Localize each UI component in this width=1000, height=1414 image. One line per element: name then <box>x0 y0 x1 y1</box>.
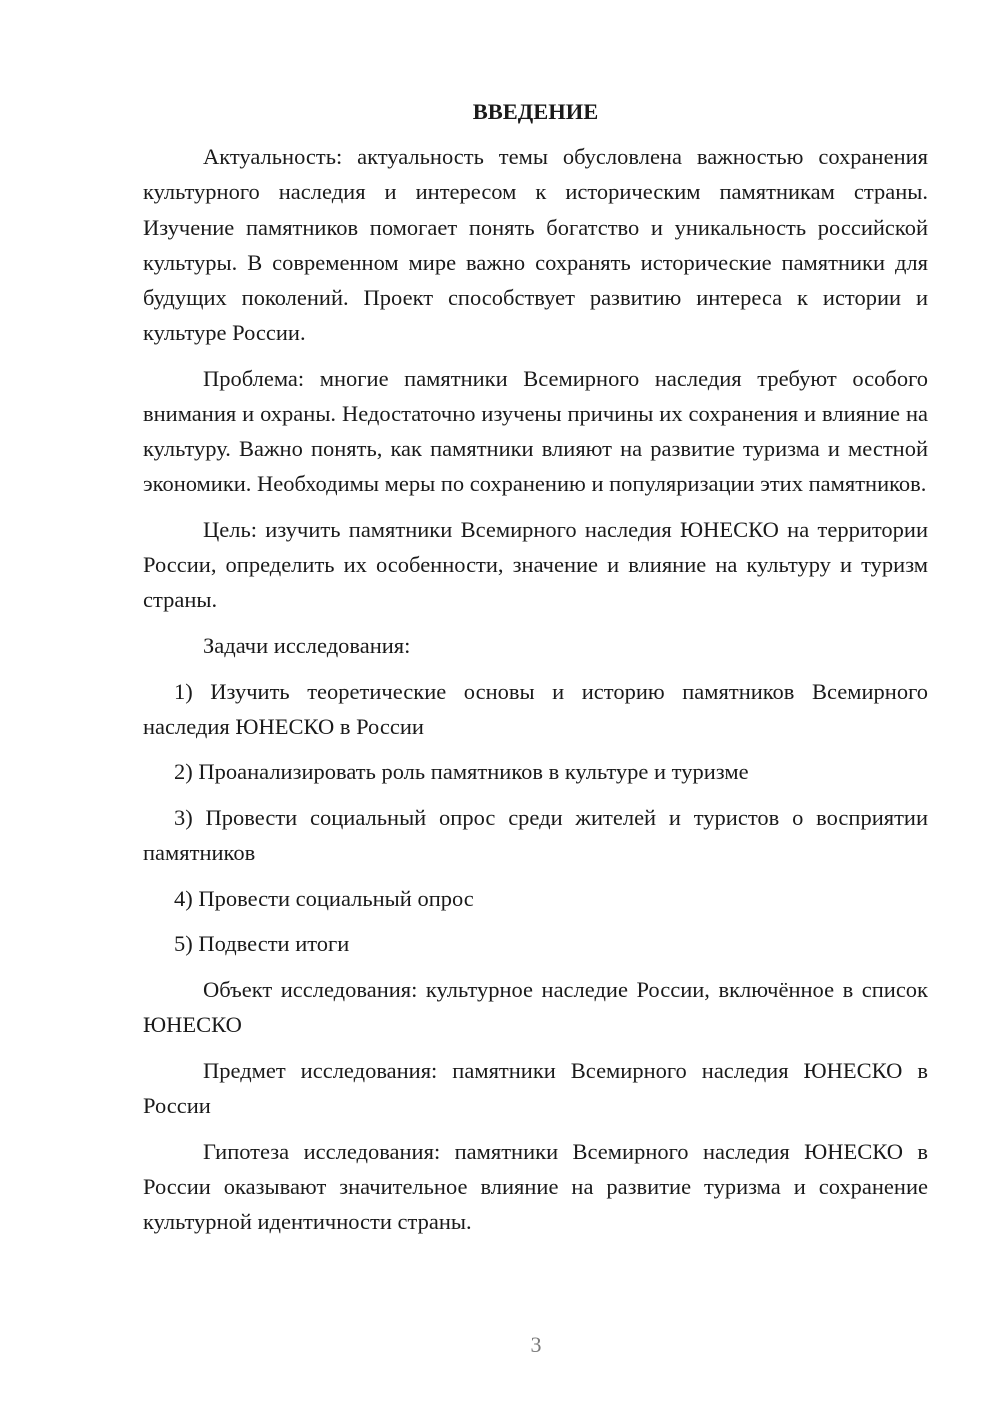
task-item-2: 2) Проанализировать роль памятников в культуре и туризме <box>174 759 749 785</box>
subject-paragraph: Предмет исследования: памятники Всемирного наследия ЮНЕСКО в России <box>143 1057 928 1118</box>
task-item-1: 1) Изучить теоретические основы и историю памятников Всемирного наследия ЮНЕСКО в России <box>143 678 928 739</box>
tasks-heading: Задачи исследования: <box>203 633 411 659</box>
tasks-list <box>143 674 928 962</box>
page-number: 3 <box>530 1332 542 1357</box>
page-title: ВВЕДЕНИЕ <box>472 99 599 124</box>
problem-paragraph: Проблема: многие памятники Всемирного наследия требуют особого внимания и охраны. Недостаточно изучены причины их сохранения и влияние на культуру. Важно понять, как памятники влияют на развитие туризма и местной экономики. Необходимы меры по сохранению и популяризации этих памятников. <box>143 365 928 497</box>
goal-paragraph: Цель: изучить памятники Всемирного наследия ЮНЕСКО на территории России, определить их особенности, значение и влияние на культуру и туризм страны. <box>143 517 928 613</box>
hypothesis-paragraph: Гипотеза исследования: памятники Всемирного наследия ЮНЕСКО в России оказывают значительное влияние на развитие туризма и сохранение культурной идентичности страны. <box>143 1138 928 1234</box>
page-content <box>143 94 928 1250</box>
task-item-5: 5) Подвести итоги <box>174 931 350 957</box>
relevance-paragraph: Актуальность: актуальность темы обусловлена важностью сохранения культурного наследия и интересом к историческим памятникам страны. Изучение памятников помогает понять богатство и уникальность российской культуры. В современном мире важно сохранять исторические памятники для будущих поколений. Проект способствует развитию интереса к истории и культуре России. <box>143 144 928 346</box>
task-item-3: 3) Провести социальный опрос среди жителей и туристов о восприятии памятников <box>143 805 928 866</box>
task-item-4: 4) Провести социальный опрос <box>174 885 474 911</box>
object-paragraph: Объект исследования: культурное наследие России, включённое в список ЮНЕСКО <box>143 976 928 1038</box>
